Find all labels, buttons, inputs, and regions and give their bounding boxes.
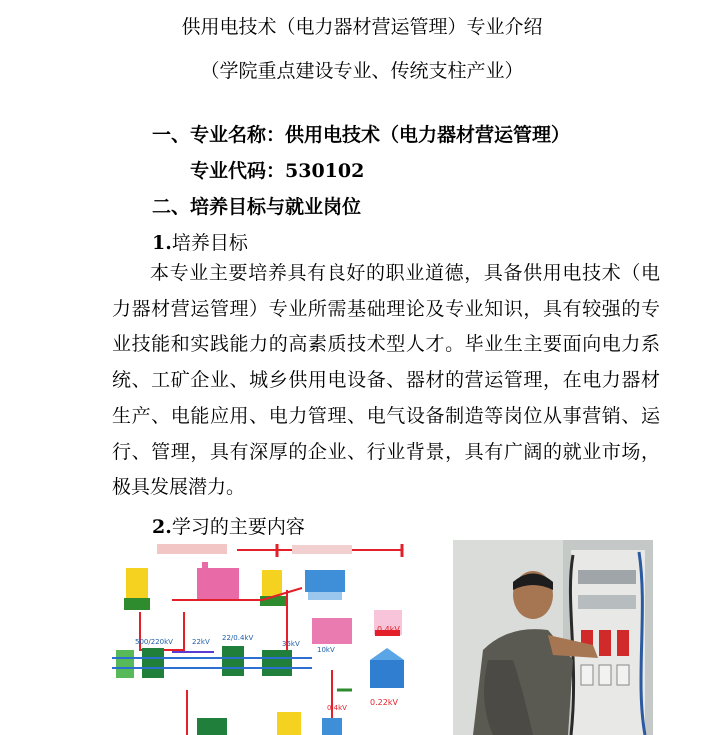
subsection-2-number: 2.: [152, 516, 172, 538]
subsection-1-number: 1.: [152, 232, 172, 254]
diagram-label: 0.4kV: [327, 704, 347, 712]
section1-heading: 一、专业名称：供用电技术（电力器材营运管理）: [152, 124, 571, 146]
subsection-1-title: [152, 228, 248, 255]
diagram-label: 35kV: [282, 640, 300, 648]
diagram-label: 10kV: [317, 646, 335, 654]
diagram-label: 22kV: [192, 638, 210, 646]
diagram-label: 22/0.4kV: [222, 634, 254, 642]
diagram-label: 500/220kV: [135, 638, 173, 646]
page-title: 供用电技术（电力器材营运管理）专业介绍: [181, 16, 543, 38]
training-goal-paragraph: 本专业主要培养具有良好的职业道德，具备供用电技术（电力器材营运管理）专业所需基础理论及专业知识，具有较强的专业技能和实践能力的高素质技术型人才。毕业生主要面向电力系统、工矿企业、城乡供用电设备、器材的营运管理，在电力器材生产、电能应用、电力管理、电气设备制造等岗位从事营销、运行、管理，具有深厚的企业、行业背景，具有广阔的就业市场，极具发展潜力。: [112, 262, 660, 499]
subsection-2-text: 学习的主要内容: [171, 516, 305, 538]
subsection-2-title: [152, 512, 305, 539]
section2-heading: 二、培养目标与就业岗位: [152, 196, 362, 218]
power-system-diagram: [112, 540, 417, 735]
page-subtitle: （学院重点建设专业、传统支柱产业）: [200, 60, 524, 82]
diagram-label: 0.4kV: [377, 625, 400, 634]
diagram-label: 0.22kV: [370, 698, 398, 707]
subsection-1-text: 培养目标: [171, 232, 248, 254]
technician-photo: [453, 540, 653, 735]
major-code: 专业代码：530102: [190, 160, 365, 182]
